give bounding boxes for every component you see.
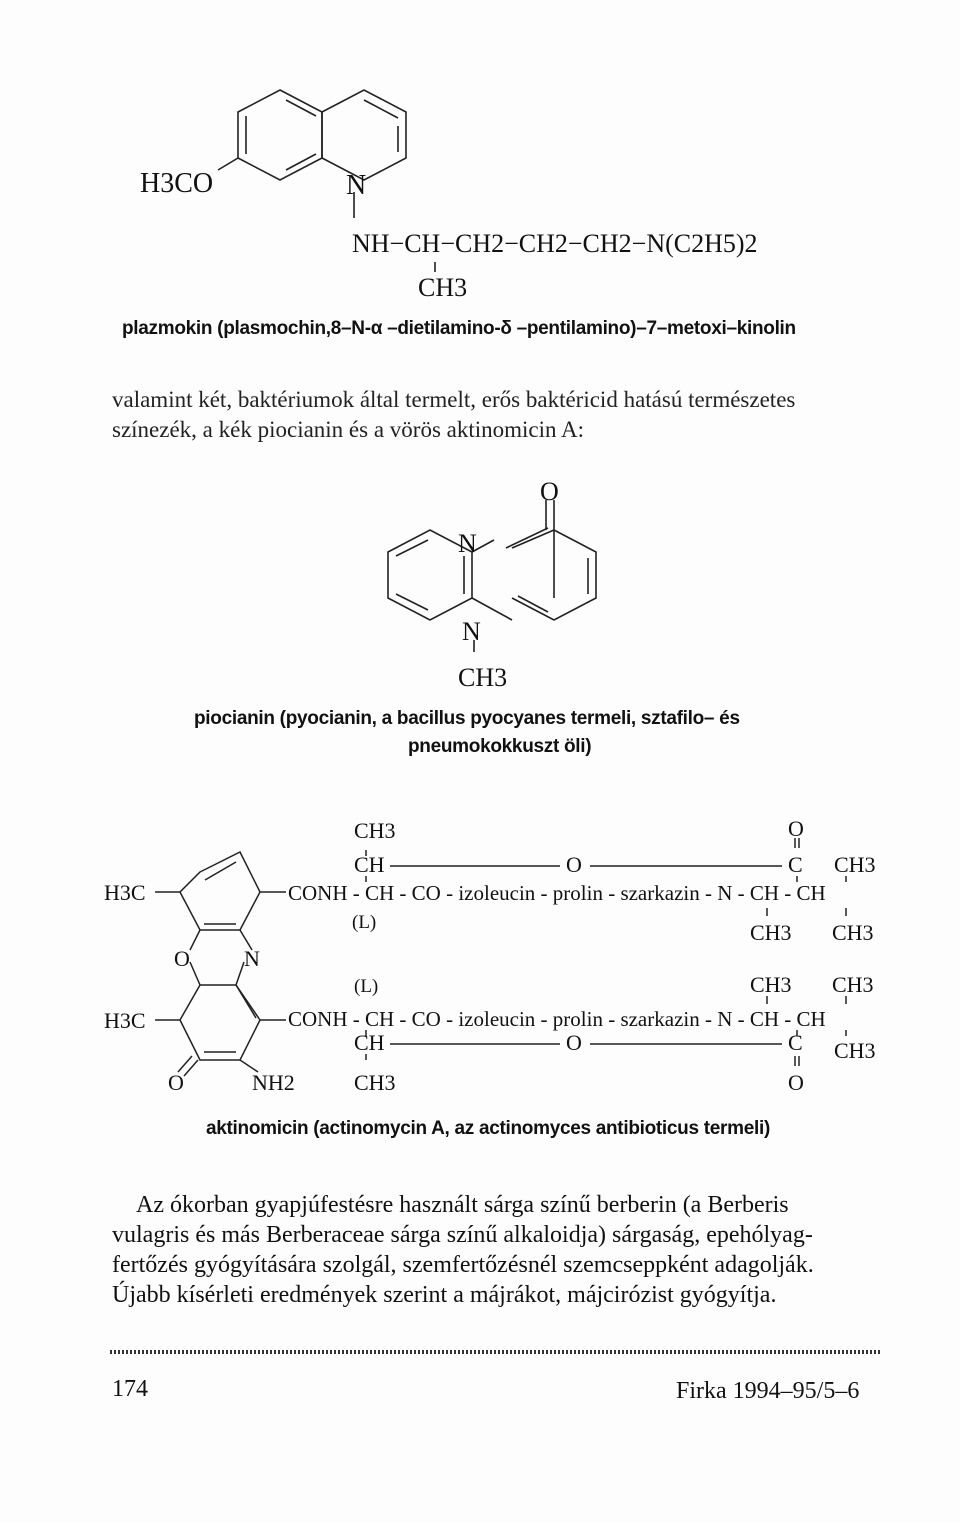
intro-line: színezék, a kék piocianin és a vörös aktinomicin A: <box>112 417 585 442</box>
methyl-top: H3C <box>104 880 146 905</box>
keto-oxygen: O <box>168 1070 184 1095</box>
side-chain: NH−CH−CH2−CH2−CH2−N(C2H5)2 <box>352 229 758 258</box>
carbonyl-oxygen: O <box>540 477 559 506</box>
bottom-threonine-ch: CH <box>354 1030 385 1055</box>
bottom-n-methyl: CH3 <box>750 972 792 997</box>
ring-nitrogen: N <box>244 946 260 971</box>
page-number: 174 <box>112 1376 148 1402</box>
quinoline-nitrogen: N <box>346 170 367 201</box>
bottom-peptide-chain: CONH - CH - CO - izoleucin - prolin - szarkazin - N - CH - CH <box>288 1007 826 1031</box>
bottom-end-methyl: CH3 <box>832 972 874 997</box>
side-chain-methyl: CH3 <box>418 273 468 302</box>
top-threonine-ch: CH <box>354 852 385 877</box>
plasmochin-structure <box>0 0 960 320</box>
top-n-methyl: CH3 <box>750 920 792 945</box>
top-peptide-chain: CONH - CH - CO - izoleucin - prolin - szarkazin - N - CH - CH <box>288 881 826 905</box>
top-carbonyl-c: C <box>788 852 803 877</box>
methyl-bottom: H3C <box>104 1008 146 1033</box>
phenazine-rings <box>388 500 596 652</box>
paragraph-line: fertőzés gyógyítására szolgál, szemfertőzésnél szemcseppként adagolják. <box>112 1252 814 1278</box>
piocianin-caption-line: pneumokokkuszt öli) <box>408 736 592 757</box>
n-methyl: CH3 <box>458 663 508 692</box>
amino-group: NH2 <box>252 1070 295 1095</box>
top-carbonyl-oxygen: O <box>788 816 804 841</box>
piocianin-structure <box>0 470 960 700</box>
top-threonine-methyl: CH3 <box>354 818 396 843</box>
intro-line: valamint két, baktériumok által termelt, erős baktéricid hatású természetes <box>112 387 796 412</box>
footer-divider <box>110 1350 880 1354</box>
bottom-l-config: (L) <box>354 976 379 997</box>
bottom-valine-methyl: CH3 <box>834 1038 876 1063</box>
paragraph-line: Az ókorban gyapjúfestésre használt sárga színű berberin (a Berberis <box>136 1192 789 1218</box>
bottom-threonine-methyl: CH3 <box>354 1070 396 1095</box>
plasmochin-caption: plazmokin (plasmochin,8–N-α –dietilamino-δ –pentilamino)–7–metoxi–kinolin <box>122 318 796 339</box>
paragraph-line: Újabb kísérleti eredmények szerint a májrákot, májcirózist gyógyítja. <box>112 1282 777 1308</box>
aktinomicin-structure <box>0 810 960 1100</box>
intro-paragraph <box>112 385 795 445</box>
journal-reference: Firka 1994–95/5–6 <box>676 1378 860 1404</box>
piocianin-caption <box>194 705 740 761</box>
top-valine-methyl: CH3 <box>834 852 876 877</box>
top-end-methyl: CH3 <box>832 920 874 945</box>
bottom-carbonyl-oxygen: O <box>788 1070 804 1095</box>
top-l-config: (L) <box>352 912 377 933</box>
methoxy-group: H3CO <box>140 168 214 199</box>
ring-nitrogen-bottom: N <box>462 617 481 646</box>
ring-nitrogen-top: N <box>458 529 477 558</box>
bottom-carbonyl-c: C <box>788 1030 803 1055</box>
aktinomicin-caption: aktinomicin (actinomycin A, az actinomyces antibioticus termeli) <box>206 1118 770 1139</box>
piocianin-caption-line: piocianin (pyocianin, a bacillus pyocyanes termeli, sztafilo– és <box>194 708 740 729</box>
bottom-lactone-oxygen: O <box>566 1030 582 1055</box>
ring-oxygen: O <box>174 946 190 971</box>
top-lactone-oxygen: O <box>566 852 582 877</box>
berberin-paragraph <box>112 1190 814 1310</box>
paragraph-line: vulagris és más Berberaceae sárga színű alkaloidja) sárgaság, epehólyag- <box>112 1222 813 1248</box>
